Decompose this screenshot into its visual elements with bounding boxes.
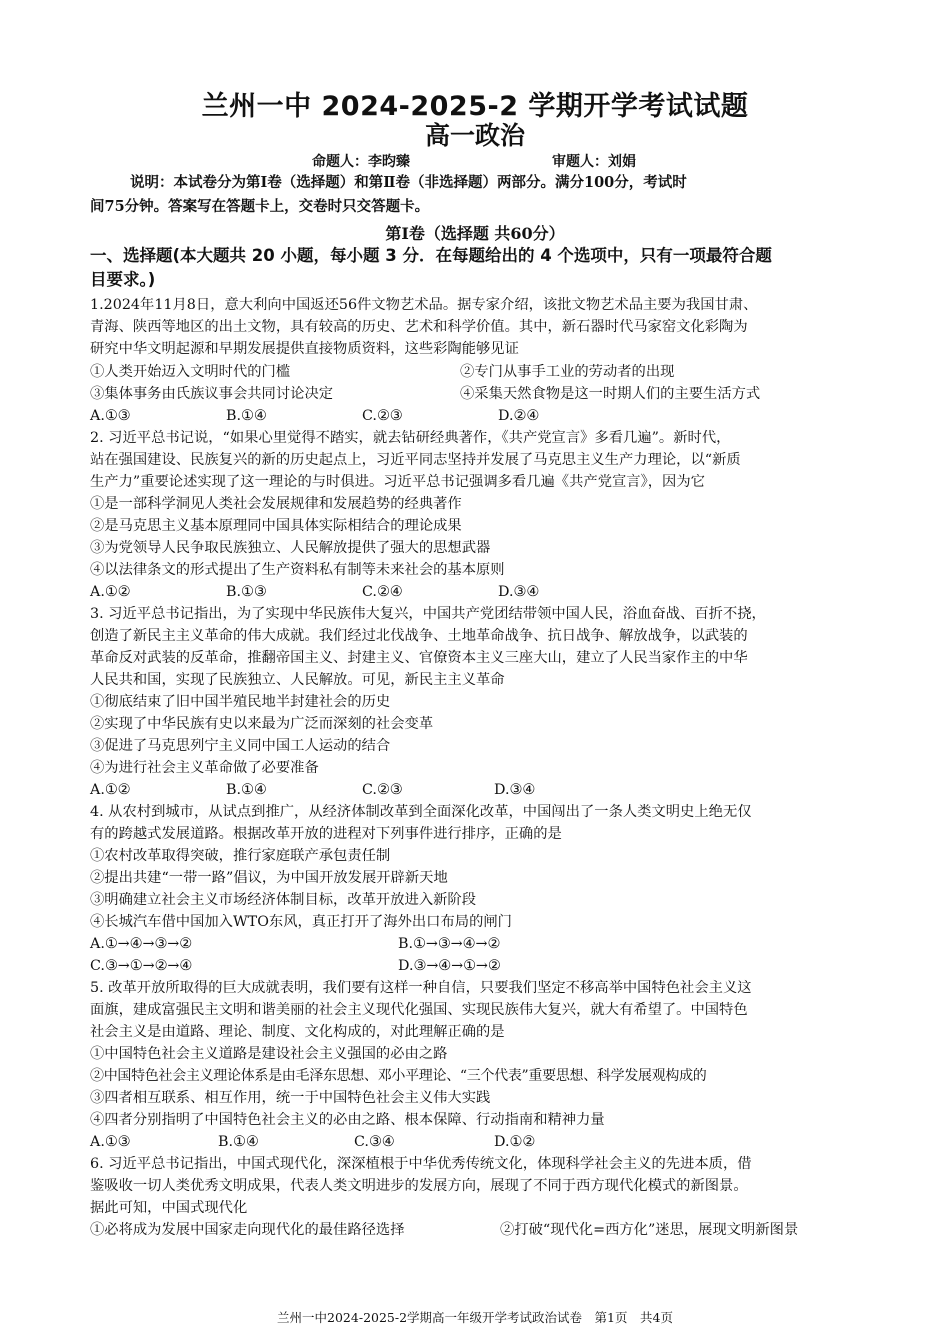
q1-item: ③集体事务由氏族议事会共同讨论决定 xyxy=(90,386,334,402)
q1-item: ②专门从事手工业的劳动者的出现 xyxy=(460,364,675,380)
q2-item: ③为党领导人民争取民族独立、人民解放提供了强大的思想武器 xyxy=(90,540,491,556)
q5-item: ①中国特色社会主义道路是建设社会主义强国的必由之路 xyxy=(90,1046,448,1062)
q3-stem-line: 革命反对武装的反革命，推翻帝国主义、封建主义、官僚资本主义三座大山，建立了人民当家作主的中华 xyxy=(90,650,748,666)
q1-item: ④采集天然食物是这一时期人们的主要生活方式 xyxy=(460,386,761,402)
q2-stem-line: 站在强国建设、民族复兴的新的历史起点上，习近平同志坚持并发展了马克思主义生产力理论，以“新质 xyxy=(90,452,741,468)
q2-item: ④以法律条文的形式提出了生产资料私有制等未来社会的基本原则 xyxy=(90,562,505,578)
author-label: 命题人：李昀臻 xyxy=(312,154,410,170)
q1-stem-line: 1.2024年11月8日，意大利向中国返还56件文物艺术品。据专家介绍，该批文物艺术品主要为我国甘肃、 xyxy=(90,297,758,313)
instructions-line-2: 间75分钟。答案写在答题卡上，交卷时只交答题卡。 xyxy=(90,198,430,215)
q5-option-b: B.①④ xyxy=(218,1134,259,1150)
q1-item: ①人类开始迈入文明时代的门槛 xyxy=(90,364,291,380)
q5-option-a: A.①③ xyxy=(90,1134,131,1150)
q6-stem-line: 鉴吸收一切人类优秀文明成果，代表人类文明进步的发展方向，展现了不同于西方现代化模式的新图景。 xyxy=(90,1178,748,1194)
q4-stem-line: 有的跨越式发展道路。根据改革开放的进程对下列事件进行排序，正确的是 xyxy=(90,826,562,842)
q2-option-d: D.③④ xyxy=(498,584,540,600)
q3-stem-line: 人民共和国，实现了民族独立、人民解放。可见，新民主主义革命 xyxy=(90,672,505,688)
q3-option-b: B.①④ xyxy=(226,782,267,798)
part1-title: 第Ⅰ卷（选择题 共60分） xyxy=(385,224,565,243)
exam-title: 兰州一中 2024-2025-2 学期开学考试试题 xyxy=(201,91,749,122)
q5-stem-line: 社会主义是由道路、理论、制度、文化构成的，对此理解正确的是 xyxy=(90,1024,505,1040)
q4-option-a: A.①→④→③→② xyxy=(90,936,193,952)
q3-item: ①彻底结束了旧中国半殖民地半封建社会的历史 xyxy=(90,694,391,710)
q5-item: ④四者分别指明了中国特色社会主义的必由之路、根本保障、行动指南和精神力量 xyxy=(90,1112,605,1128)
q4-stem-line: 4. 从农村到城市，从试点到推广，从经济体制改革到全面深化改革，中国闯出了一条人类文明史上绝无仅 xyxy=(90,804,752,820)
q5-option-c: C.③④ xyxy=(354,1134,395,1150)
q4-option-b: B.①→③→④→② xyxy=(398,936,501,952)
q4-option-c: C.③→①→②→④ xyxy=(90,958,193,974)
q5-option-d: D.①② xyxy=(494,1134,536,1150)
q6-stem-line: 据此可知，中国式现代化 xyxy=(90,1200,248,1216)
q1-stem-line: 青海、陕西等地区的出土文物，具有较高的历史、艺术和科学价值。其中，新石器时代马家窑文化彩陶为 xyxy=(90,319,748,335)
q3-option-a: A.①② xyxy=(90,782,131,798)
q4-option-d: D.③→④→①→② xyxy=(398,958,501,974)
section-title-line-2: 目要求。) xyxy=(90,270,156,289)
q1-option-d: D.②④ xyxy=(498,408,540,424)
q2-stem-line: 生产力”重要论述实现了这一理论的与时俱进。习近平总书记强调多看几遍《共产党宣言》，因为它 xyxy=(90,474,705,490)
q3-item: ②实现了中华民族有史以来最为广泛而深刻的社会变革 xyxy=(90,716,434,732)
q4-item: ①农村改革取得突破，推行家庭联产承包责任制 xyxy=(90,848,391,864)
q5-stem-line: 5. 改革开放所取得的巨大成就表明，我们要有这样一种自信，只要我们坚定不移高举中国特色社会主义这 xyxy=(90,980,752,996)
exam-subject: 高一政治 xyxy=(424,121,525,150)
section-title-line-1: 一、选择题(本大题共 20 小题，每小题 3 分．在每题给出的 4 个选项中，只有一项最符合题 xyxy=(90,246,772,265)
q4-item: ③明确建立社会主义市场经济体制目标，改革开放进入新阶段 xyxy=(90,892,477,908)
q5-item: ③四者相互联系、相互作用，统一于中国特色社会主义伟大实践 xyxy=(90,1090,491,1106)
q3-option-d: D.③④ xyxy=(494,782,536,798)
q3-stem-line: 3. 习近平总书记指出，为了实现中华民族伟大复兴，中国共产党团结带领中国人民，浴血奋战、百折不挠， xyxy=(90,606,766,622)
q6-stem-line: 6. 习近平总书记指出，中国式现代化，深深植根于中华优秀传统文化，体现科学社会主义的先进本质，借 xyxy=(90,1156,752,1172)
q3-item: ④为进行社会主义革命做了必要准备 xyxy=(90,760,319,776)
q3-stem-line: 创造了新民主主义革命的伟大成就。我们经过北伐战争、土地革命战争、抗日战争、解放战争，以武装的 xyxy=(90,628,748,644)
q3-option-c: C.②③ xyxy=(362,782,403,798)
q5-stem-line: 面旗，建成富强民主文明和谐美丽的社会主义现代化强国、实现民族伟大复兴，就大有希望了。中国特色 xyxy=(90,1002,748,1018)
q1-option-a: A.①③ xyxy=(90,408,131,424)
instructions-line-1: 说明：本试卷分为第Ⅰ卷（选择题）和第Ⅱ卷（非选择题）两部分。满分100分，考试时 xyxy=(130,174,687,191)
q1-stem-line: 研究中华文明起源和早期发展提供直接物质资料，这些彩陶能够见证 xyxy=(90,341,519,357)
q4-item: ④长城汽车借中国加入WTO东风，真正打开了海外出口布局的闸门 xyxy=(90,914,512,930)
q2-option-c: C.②④ xyxy=(362,584,403,600)
q2-option-a: A.①② xyxy=(90,584,131,600)
q6-item: ②打破“现代化=西方化”迷思，展现文明新图景 xyxy=(500,1222,799,1238)
reviewer-label: 审题人：刘娟 xyxy=(552,154,636,170)
q2-stem-line: 2. 习近平总书记说，“如果心里觉得不踏实，就去钻研经典著作，《共产党宣言》多看几遍”。新时代， xyxy=(90,430,731,446)
q6-item: ①必将成为发展中国家走向现代化的最佳路径选择 xyxy=(90,1222,405,1238)
q4-item: ②提出共建“一带一路”倡议，为中国开放发展开辟新天地 xyxy=(90,870,448,886)
q2-item: ①是一部科学洞见人类社会发展规律和发展趋势的经典著作 xyxy=(90,496,462,512)
q1-option-c: C.②③ xyxy=(362,408,403,424)
q3-item: ③促进了马克思列宁主义同中国工人运动的结合 xyxy=(90,738,391,754)
q5-item: ②中国特色社会主义理论体系是由毛泽东思想、邓小平理论、“三个代表”重要思想、科学发展观构成的 xyxy=(90,1068,707,1084)
page-footer: 兰州一中2024-2025-2学期高一年级开学考试政治试卷 第1页 共4页 xyxy=(277,1310,673,1325)
q2-item: ②是马克思主义基本原理同中国具体实际相结合的理论成果 xyxy=(90,518,462,534)
q1-option-b: B.①④ xyxy=(226,408,267,424)
q2-option-b: B.①③ xyxy=(226,584,267,600)
